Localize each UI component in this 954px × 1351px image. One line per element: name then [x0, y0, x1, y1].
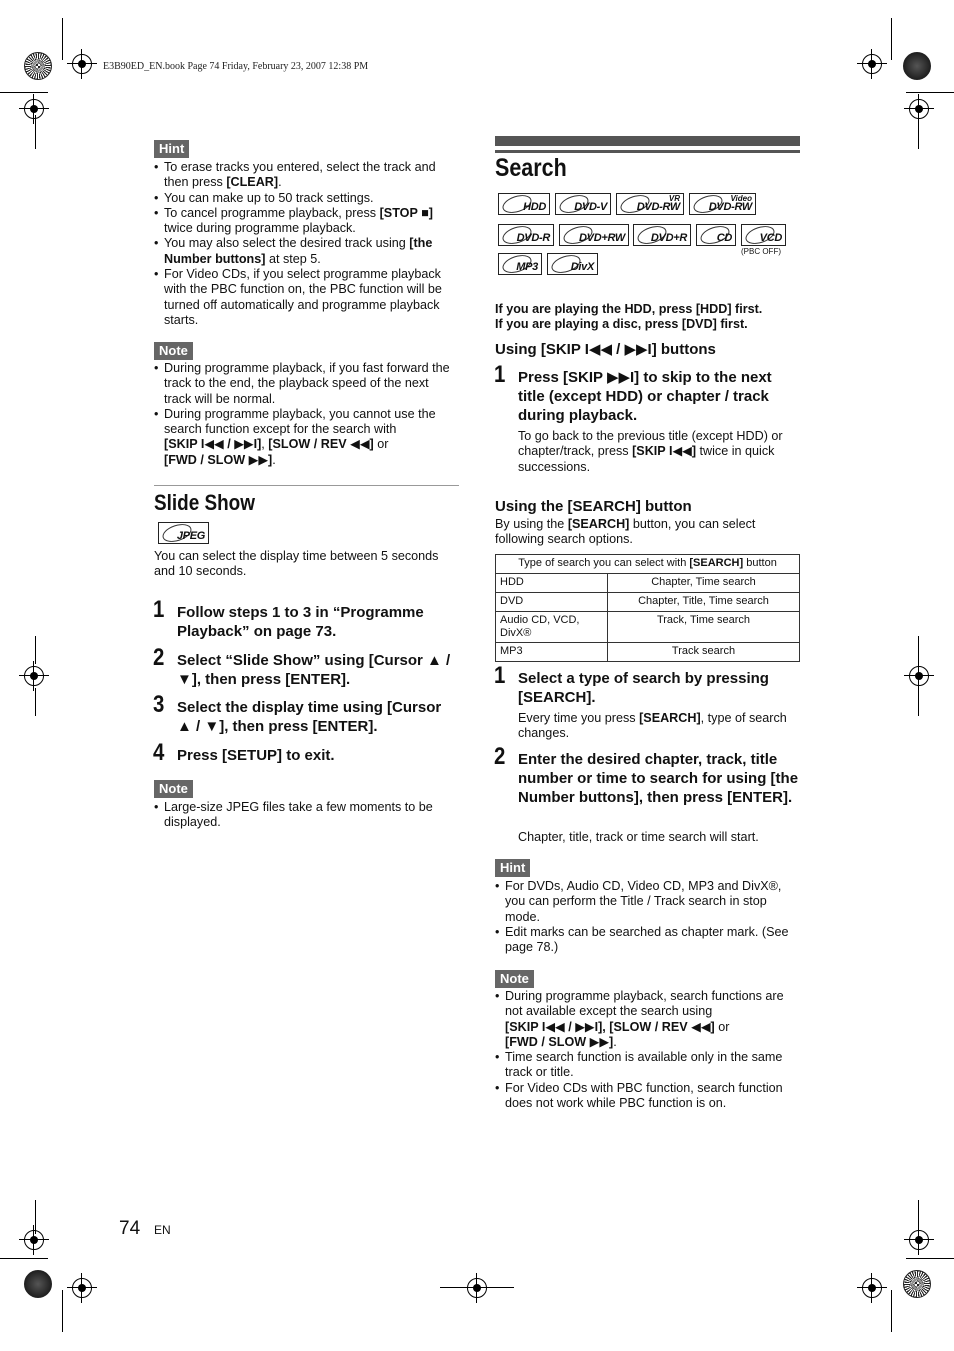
- step-number: 1: [494, 361, 506, 388]
- step-description: Every time you press [SEARCH], type of search changes.: [518, 711, 787, 741]
- divider: [154, 485, 459, 486]
- search-description: By using the [SEARCH] button, you can select following search options.: [495, 517, 756, 547]
- crosshair-icon: [24, 666, 44, 686]
- table-header-row: Type of search you can select with [SEARCH] button: [496, 555, 800, 574]
- book-header: E3B90ED_EN.book Page 74 Friday, February 23, 2007 12:38 PM: [103, 61, 369, 72]
- crosshair-icon: [467, 1278, 487, 1298]
- step-text: Press [SKIP ▶▶I] to skip to the next title (except HDD) or chapter / track during playback.: [518, 369, 772, 424]
- step-description: Chapter, title, track or time search will start.: [518, 830, 759, 844]
- divx-icon: DivX: [547, 253, 598, 275]
- step-number: 1: [494, 662, 506, 689]
- registration-starburst-icon: [24, 52, 52, 80]
- note-list: [154, 361, 458, 468]
- dvd-plus-rw-icon: DVD+RW: [559, 224, 629, 246]
- hint-list: [154, 160, 454, 328]
- intro-hdd: If you are playing the HDD, press [HDD] first.: [495, 302, 763, 316]
- cd-icon: CD: [696, 224, 736, 246]
- list-item: • Edit marks can be searched as chapter mark. (See page 78.): [495, 925, 797, 956]
- note-tag: Note: [154, 780, 193, 798]
- crosshair-icon: [72, 1278, 92, 1298]
- pbc-off-label: (PBC OFF): [741, 247, 781, 256]
- crosshair-icon: [24, 1230, 44, 1250]
- list-item: • Time search function is available only in the same track or title.: [495, 1050, 797, 1081]
- hint-tag: Hint: [154, 140, 189, 158]
- hint-list: [495, 879, 797, 955]
- list-item: • For Video CDs, if you select programme playback with the PBC function on, the PBC function will be turned off automatically and programme playback starts.: [154, 267, 454, 328]
- registration-dot-icon: [903, 52, 931, 80]
- list-item: • You may also select the desired track using [the Number buttons] at step 5.: [154, 236, 454, 267]
- list-item: • Large-size JPEG files take a few moments to be displayed.: [154, 800, 454, 831]
- note-list: [154, 800, 454, 831]
- mp3-icon: MP3: [498, 253, 542, 275]
- list-item: • During programme playback, if you fast forward the track to the end, the playback speed of the next track will be normal.: [154, 361, 458, 407]
- list-item: • To cancel programme playback, press [STOP ■] twice during programme playback.: [154, 206, 454, 237]
- crosshair-icon: [24, 99, 44, 119]
- crosshair-icon: [862, 54, 882, 74]
- registration-dot-icon: [24, 1270, 52, 1298]
- page-number: 74: [119, 1218, 141, 1239]
- list-item: • For DVDs, Audio CD, Video CD, MP3 and DivX®, you can perform the Title / Track search in stop mode.: [495, 879, 797, 925]
- search-options-table: [495, 554, 800, 662]
- page-title: Search: [495, 154, 567, 182]
- table-row: MP3 Track search: [496, 643, 800, 662]
- list-item: • During programme playback, search functions are not available except the search using [SKIP I◀◀ / ▶▶I], [SLOW / REV ◀◀] or [FWD / SLOW ▶▶].: [495, 989, 797, 1050]
- intro-disc: If you are playing a disc, press [DVD] first.: [495, 317, 748, 331]
- list-item: • You can make up to 50 track settings.: [154, 191, 454, 206]
- step-text: Follow steps 1 to 3 in “Programme Playback” on page 73.: [177, 604, 424, 640]
- dvd-v-icon: DVD-V: [555, 193, 611, 215]
- list-item: • During programme playback, you cannot use the search function except for the search with [SKIP I◀◀ / ▶▶I], [SLOW / REV ◀◀] or [FWD / SLOW ▶▶].: [154, 407, 458, 468]
- step-description: To go back to the previous title (except HDD) or chapter/track, press [SKIP I◀◀] twice in quick successions.: [518, 429, 783, 474]
- note-list: [495, 989, 797, 1111]
- list-item: • To erase tracks you entered, select the track and then press [CLEAR].: [154, 160, 454, 191]
- dvd-rw-vr-icon: VR DVD-RW: [616, 193, 684, 215]
- note-tag: Note: [495, 970, 534, 988]
- dvd-plus-r-icon: DVD+R: [633, 224, 691, 246]
- sub-heading: Using [SKIP I◀◀ / ▶▶I] buttons: [495, 341, 716, 358]
- crosshair-icon: [909, 1230, 929, 1250]
- title-bar-rule: [495, 150, 800, 153]
- step-number: 2: [494, 743, 506, 770]
- step-text: Select “Slide Show” using [Cursor ▲ / ▼], then press [ENTER].: [177, 652, 451, 688]
- crosshair-icon: [72, 54, 92, 74]
- dvd-rw-video-icon: Video DVD-RW: [689, 193, 756, 215]
- section-title: Slide Show: [154, 490, 255, 515]
- table-row: Audio CD, VCD, DivX® Track, Time search: [496, 612, 800, 643]
- table-row: HDD Chapter, Time search: [496, 574, 800, 593]
- sub-heading: Using the [SEARCH] button: [495, 498, 692, 515]
- table-row: DVD Chapter, Title, Time search: [496, 593, 800, 612]
- crosshair-icon: [909, 666, 929, 686]
- hdd-icon: HDD: [498, 193, 550, 215]
- registration-starburst-icon: [903, 1270, 931, 1298]
- step-number: 2: [153, 644, 165, 671]
- step-number: 4: [153, 739, 165, 766]
- step-text: Enter the desired chapter, track, title number or time to search for using [the Number buttons], then press [ENTER].: [518, 751, 799, 806]
- step-number: 1: [153, 596, 165, 623]
- list-item: • For Video CDs with PBC function, search function does not work while PBC function is on.: [495, 1081, 797, 1112]
- step-text: Select a type of search by pressing [SEARCH].: [518, 670, 769, 706]
- hint-tag: Hint: [495, 859, 530, 877]
- dvd-r-icon: DVD-R: [498, 224, 554, 246]
- vcd-icon: VCD: [741, 224, 786, 246]
- note-tag: Note: [154, 342, 193, 360]
- step-number: 3: [153, 691, 165, 718]
- crosshair-icon: [909, 99, 929, 119]
- crosshair-icon: [862, 1278, 882, 1298]
- language-label: EN: [154, 1223, 171, 1237]
- slide-description: You can select the display time between 5 seconds and 10 seconds.: [154, 549, 439, 579]
- step-text: Press [SETUP] to exit.: [177, 747, 335, 764]
- jpeg-icon: JPEG: [158, 522, 209, 544]
- title-bar: [495, 136, 800, 146]
- step-text: Select the display time using [Cursor ▲ / ▼], then press [ENTER].: [177, 699, 442, 735]
